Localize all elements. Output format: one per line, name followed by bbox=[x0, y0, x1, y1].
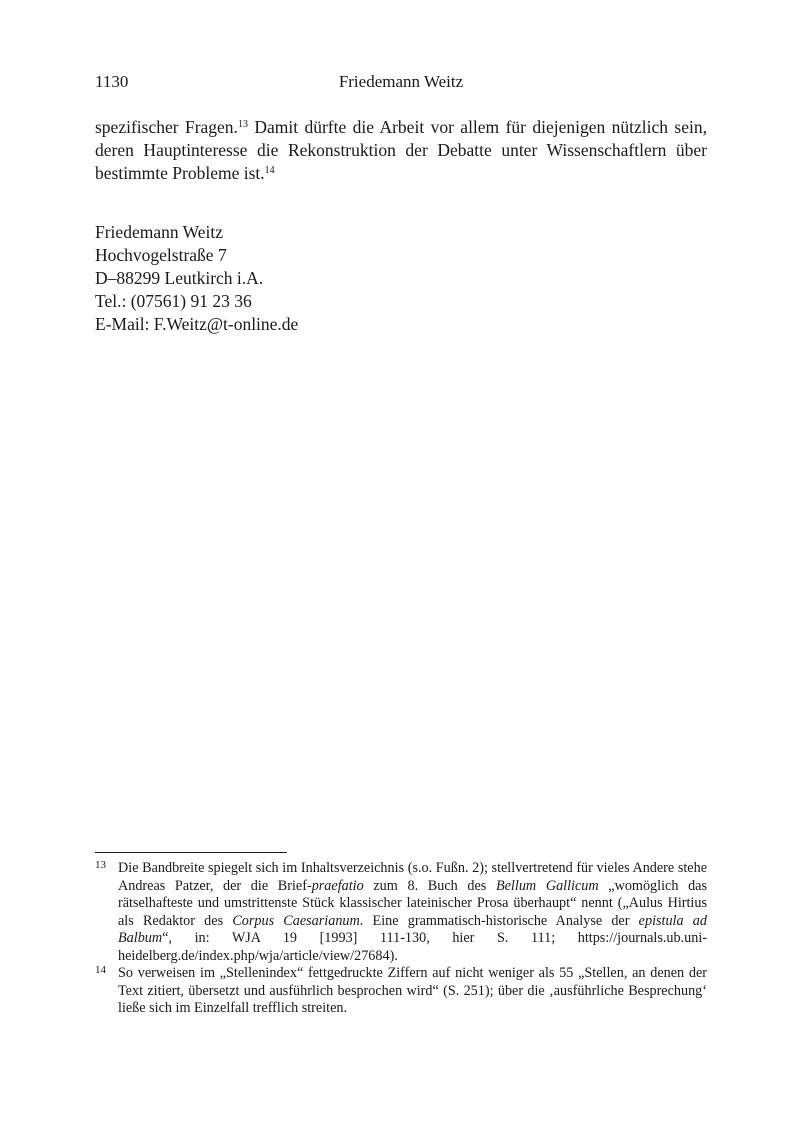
running-header bbox=[95, 72, 707, 96]
text-run: . Eine grammatisch-historische Analyse der bbox=[359, 912, 639, 929]
text-run: Damit dürfte die Arbeit vor allem für diejenigen nützlich sein, deren Hauptinteresse die Rekonstruktion der Debatte unter Wissenschaftlern über bestimmte Probleme ist. bbox=[95, 117, 707, 183]
page-number: 1130 bbox=[95, 72, 129, 91]
text-run: Die Bandbreite spiegelt sich im Inhaltsverzeichnis (s.o. Fußn. 2); stellvertretend für vieles Andere stehe Andreas Patzer, der die Brief- bbox=[118, 860, 707, 894]
body-paragraph bbox=[95, 116, 707, 185]
footnotes bbox=[95, 860, 707, 1018]
paragraph bbox=[95, 116, 707, 185]
footnote-14 bbox=[95, 965, 707, 1018]
footnote-13 bbox=[95, 860, 707, 965]
text-run: zum 8. Buch des bbox=[363, 877, 496, 894]
italic-run: Corpus Caesarianum bbox=[232, 912, 360, 929]
italic-run: Bellum Gallicum bbox=[495, 877, 599, 894]
text-run: So verweisen im „Stellenindex“ fettgedruckte Ziffern auf nicht weniger als 55 „Stellen, an denen der Text zitiert, übersetzt und ausführlich besprochen wird“ (S. 251); über die ‚ausführliche Besprechung‘ ließe sich im Einzelfall trefflich streiten. bbox=[118, 965, 707, 1016]
address-email[interactable]: E-Mail: F.Weitz@t-online.de bbox=[95, 314, 299, 334]
footnote-number: 13 bbox=[95, 859, 106, 871]
italic-run: epistula ad Balbum bbox=[118, 912, 707, 946]
footnote-ref-14[interactable]: 14 bbox=[264, 165, 275, 176]
text-run-with-url[interactable]: “, in: WJA 19 [1993] 111-130, hier S. 111; https://journals.ub.uni-heidelberg.de/index.php/wja/article/view/27684). bbox=[118, 930, 707, 964]
address-city: D–88299 Leutkirch i.A. bbox=[95, 268, 264, 288]
running-title: Friedemann Weitz bbox=[338, 72, 464, 91]
address-street: Hochvogelstraße 7 bbox=[95, 245, 227, 265]
footnote-ref-13[interactable]: 13 bbox=[237, 119, 248, 130]
italic-run: praefatio bbox=[311, 877, 364, 894]
footnote-number: 14 bbox=[95, 964, 106, 976]
author-name: Friedemann Weitz bbox=[95, 222, 224, 242]
author-address bbox=[95, 221, 298, 336]
text-run: spezifischer Fragen. bbox=[95, 117, 238, 137]
text-run: „womöglich das rätselhafteste und umstrittenste Stück klassischer lateinischer Prosa überhaupt“ nennt („Aulus Hirtius als Redaktor des bbox=[118, 877, 707, 929]
address-phone: Tel.: (07561) 91 23 36 bbox=[95, 291, 252, 311]
footnote-divider bbox=[95, 852, 287, 853]
